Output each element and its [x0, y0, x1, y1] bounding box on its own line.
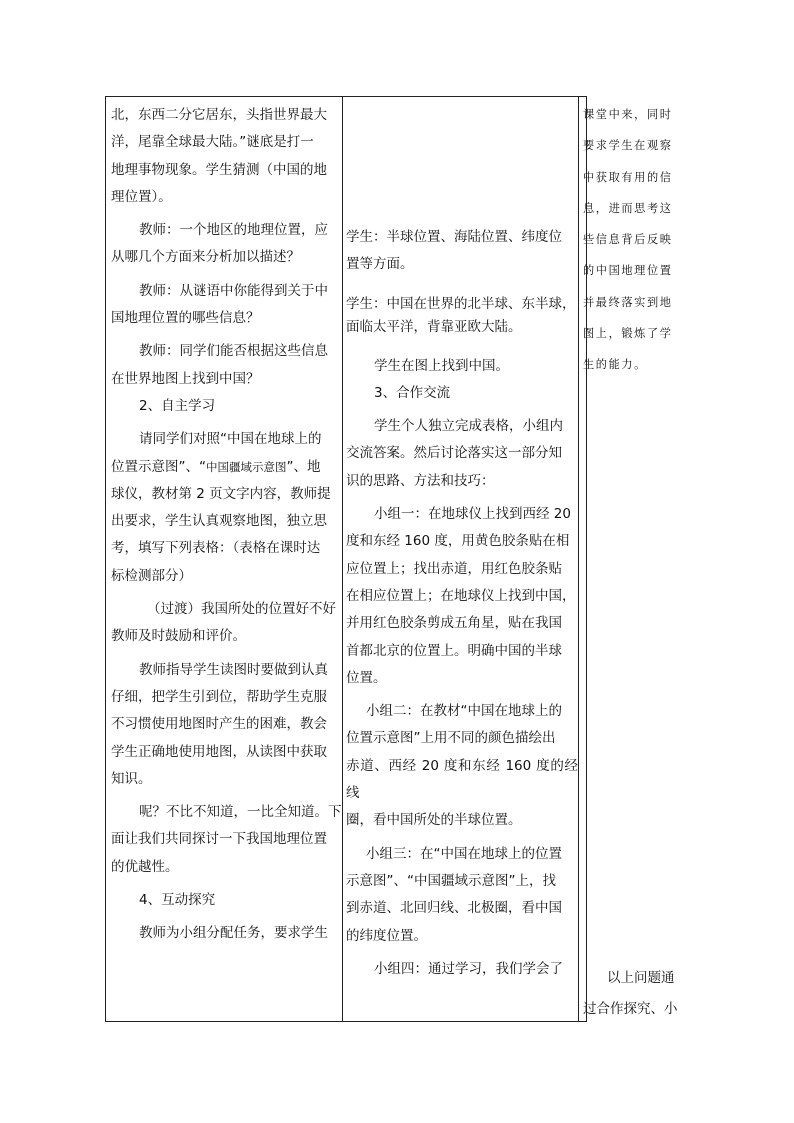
design-intent-column — [583, 99, 691, 381]
teacher-activity-column — [111, 102, 343, 948]
intent-line: 些信息背后反映 — [583, 233, 673, 247]
cooperation-paragraph: 学生个人独立完成表格，小组内 交流答案。然后讨论落实这一部分知 识的思路、方法和技巧： — [346, 418, 563, 489]
student-answer-1: 学生：半球位置、海陆位置、纬度位 置等方面。 — [346, 229, 562, 273]
group-three-paragraph: 小组三：在“中国在地球上的位置 示意图”、“中国疆域示意图”上，找 到赤道、北回归线、北极圈，看中国 的纬度位置。 — [346, 845, 562, 944]
column-divider-2 — [578, 97, 579, 1021]
group-two-paragraph: 小组二：在教材“中国在地球上的 位置示意图”上用不同的颜色描绘出 赤道、西经 20 度和东经 160 度的经线 圈，看中国所处的半球位置。 — [346, 703, 578, 829]
group-four-paragraph: 小组四：通过学习，我们学会了 — [374, 960, 563, 977]
question-2: 教师：从谜语中你能得到关于中 国地理位置的哪些信息？ — [111, 282, 328, 327]
question-1: 教师：一个地区的地理位置，应 从哪几个方面来分析加以描述？ — [111, 222, 328, 266]
question-3: 教师：同学们能否根据这些信息 在世界地图上找到中国？ — [111, 343, 328, 387]
self-study-instructions: 请同学们对照“中国在地球上的 位置示意图”、“中国疆域示意图”、地 球仪，教材第 2 页文字内容，教师提 出要求，学生认真观察地图，独立思 考，填写下列表格：（表格在课时达 标检测部分） — [111, 431, 331, 584]
heading-interactive: 4、互动探究 — [139, 892, 216, 909]
student-activity-column — [346, 224, 578, 983]
student-find-china: 学生在图上找到中国。 — [374, 357, 509, 374]
riddle-paragraph: 北，东西二分它居东，头指世界最大 洋，尾靠全球最大陆。”谜底是打一 地理事物现象。学生猜测（中国的地 理位置）。 — [111, 107, 327, 205]
group-task-paragraph: 教师为小组分配任务，要求学生 — [139, 925, 328, 942]
map-guidance-paragraph: 教师指导学生读图时要做到认真 仔细，把学生引到位，帮助学生克服 不习惯使用地图时产生的困难，教会 学生正确地使用地图，从读图中获取 知识。 — [111, 661, 328, 787]
intent-foot-line-1: 以上问题通 — [607, 970, 675, 986]
heading-cooperation: 3、合作交流 — [374, 384, 451, 401]
intent-line: 中获取有用的信 — [583, 170, 673, 184]
intent-foot-line-2: 过合作探究、小 — [583, 1001, 678, 1017]
heading-self-study: 2、自主学习 — [139, 397, 216, 414]
intent-line: 并最终落实到地 — [583, 295, 673, 309]
intent-line: 的中国地理位置 — [583, 264, 673, 278]
group-one-paragraph: 小组一：在地球仪上找到西经 20 度和东经 160 度，用黄色胶条贴在相 应位置上；找出赤道，用红色胶条贴 在相应位置上；在地球仪上找到中国， 并用红色胶条剪成五角星，贴在我国 首都北京的位置上。明确中国的半球 位置。 — [346, 506, 576, 686]
student-answer-2: 学生：中国在世界的北半球、东半球， 面临太平洋，背靠亚欧大陆。 — [346, 295, 576, 335]
intent-line: 图上，锻炼了学 — [583, 327, 673, 341]
intent-line: 课堂中来，同时 — [583, 108, 673, 121]
intent-line: 生的能力。 — [583, 358, 647, 372]
transition-paragraph: （过渡）我国所处的位置好不好 教师及时鼓励和评价。 — [111, 601, 336, 645]
lesson-table — [105, 96, 587, 1022]
design-intent-continued — [583, 963, 693, 1025]
intent-line: 息，进而思考这 — [583, 201, 673, 215]
comparison-paragraph: 呢？不比不知道，一比全知道。下 面让我们共同探讨一下我国地理位置 的优越性。 — [111, 804, 342, 875]
intent-line: 要求学生在观察 — [583, 139, 673, 153]
